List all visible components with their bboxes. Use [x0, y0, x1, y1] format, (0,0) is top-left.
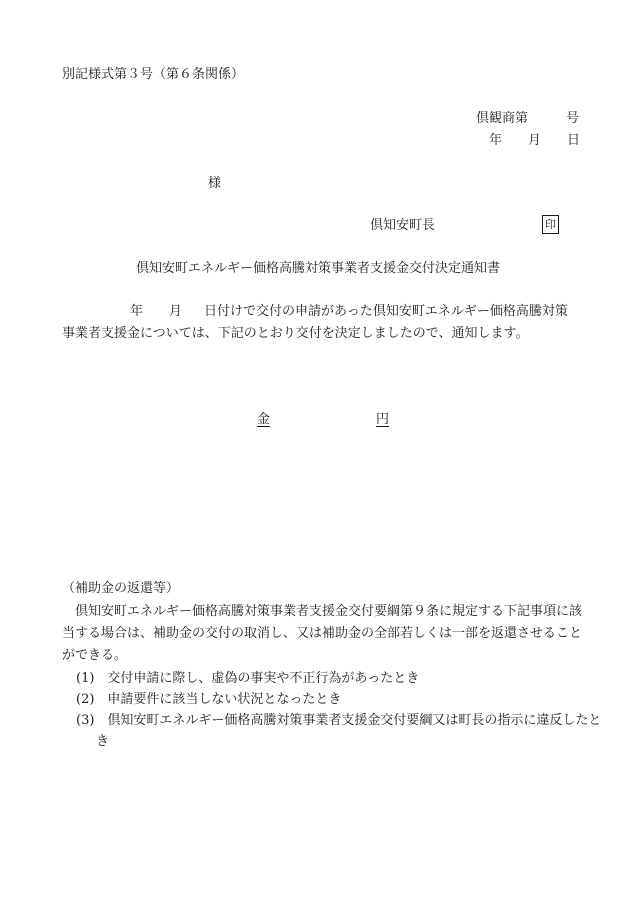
body-line-1-text: 日付けで交付の申請があった倶知安町エネルギー価格高騰対策	[204, 304, 568, 319]
notes-item-2: (2) 申請要件に該当しない状況となったとき	[76, 692, 342, 707]
date-year: 年	[489, 133, 503, 148]
amount-prefix: 金	[257, 412, 271, 427]
notes-item-1: (1) 交付申請に際し、虚偽の事実や不正行為があったとき	[76, 671, 420, 686]
body-line-1	[130, 303, 568, 320]
notes-item-3: (3) 倶知安町エネルギー価格高騰対策事業者支援金交付要綱又は町長の指示に違反したとき	[76, 713, 602, 749]
document-title: 倶知安町エネルギー価格高騰対策事業者支援金交付決定通知書	[136, 261, 501, 276]
body-year: 年	[130, 304, 144, 319]
form-label: 別記様式第３号（第６条関係）	[62, 67, 245, 82]
document-number	[476, 110, 579, 127]
date-month: 月	[528, 133, 542, 148]
recipient-suffix: 様	[208, 176, 222, 191]
issuer-name: 倶知安町長	[370, 218, 436, 233]
document-number-suffix: 号	[566, 111, 580, 126]
date-day: 日	[567, 133, 581, 148]
document-date	[489, 132, 580, 149]
amount-suffix: 円	[376, 412, 390, 427]
amount-line	[257, 411, 389, 428]
seal-mark: 印	[542, 215, 559, 234]
body-line-2: 事業者支援金については、下記のとおり交付を決定しましたので、通知します。	[62, 326, 529, 341]
notes-paragraph: 倶知安町エネルギー価格高騰対策事業者支援金交付要綱第９条に規定する下記事項に該当する場合は、補助金の交付の取消し、又は補助金の全部若しくは一部を返還させることができる。	[62, 604, 583, 663]
notes-heading: （補助金の返還等）	[62, 581, 180, 596]
document-number-prefix: 倶観商第	[476, 111, 529, 126]
body-month: 月	[169, 304, 183, 319]
